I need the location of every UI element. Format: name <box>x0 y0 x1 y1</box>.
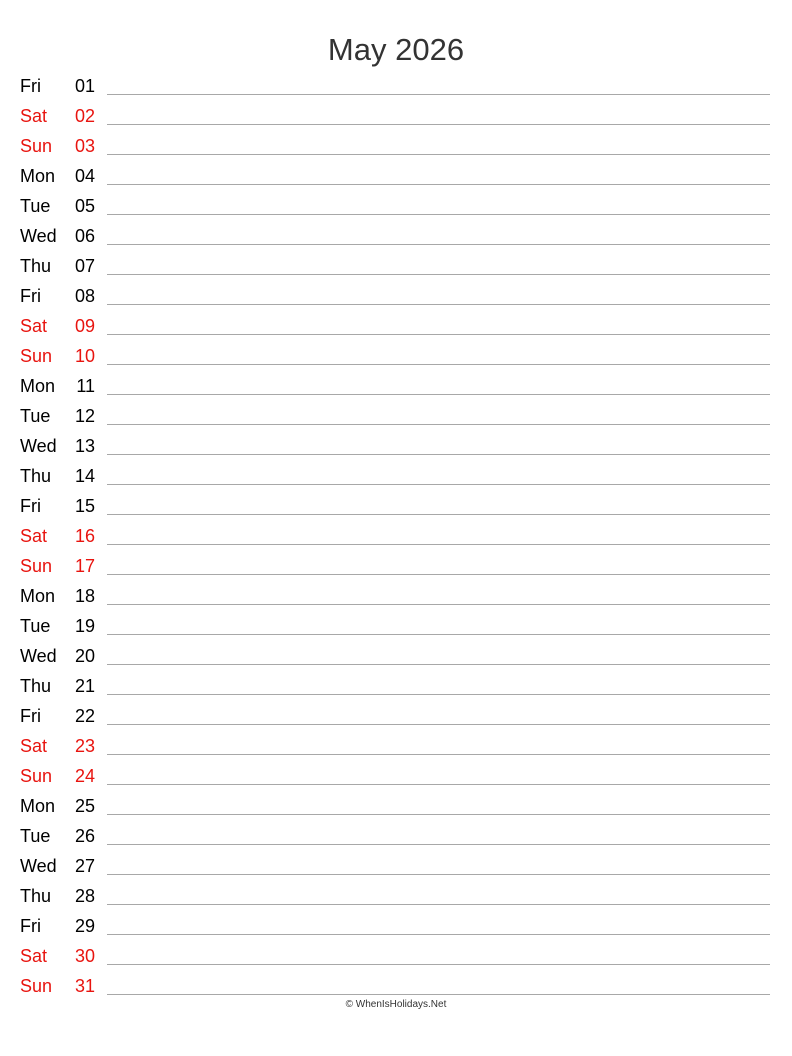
day-number-label: 20 <box>74 646 95 666</box>
day-number-label: 30 <box>74 946 95 966</box>
day-of-week-label: Tue <box>20 826 51 846</box>
day-row <box>0 760 792 790</box>
day-of-week-label: Wed <box>20 226 57 246</box>
day-of-week-label: Sat <box>20 106 48 126</box>
day-number-label: 11 <box>76 376 95 396</box>
day-row <box>0 820 792 850</box>
writing-line <box>107 214 770 215</box>
day-of-week-label: Thu <box>20 466 52 486</box>
writing-line <box>107 544 770 545</box>
day-number-label: 16 <box>74 526 95 546</box>
copyright-footer: © WhenIsHolidays.Net <box>345 999 447 1010</box>
writing-line <box>107 484 770 485</box>
day-row <box>0 70 792 100</box>
day-row <box>0 430 792 460</box>
writing-line <box>107 694 770 695</box>
writing-line <box>107 904 770 905</box>
day-row <box>0 160 792 190</box>
day-row <box>0 670 792 700</box>
day-row <box>0 790 792 820</box>
day-number-label: 22 <box>74 706 95 726</box>
day-of-week-label: Tue <box>20 406 51 426</box>
writing-line <box>107 124 770 125</box>
writing-line <box>107 754 770 755</box>
day-row <box>0 940 792 970</box>
day-row <box>0 850 792 880</box>
day-number-label: 07 <box>74 256 95 276</box>
day-number-label: 09 <box>74 316 95 336</box>
day-row <box>0 700 792 730</box>
day-of-week-label: Sun <box>20 346 53 366</box>
day-row <box>0 910 792 940</box>
day-number-label: 01 <box>74 76 95 96</box>
day-number-label: 08 <box>74 286 95 306</box>
writing-line <box>107 604 770 605</box>
day-row <box>0 490 792 520</box>
day-row <box>0 640 792 670</box>
day-number-label: 13 <box>74 436 95 456</box>
writing-line <box>107 724 770 725</box>
day-row <box>0 610 792 640</box>
day-row <box>0 460 792 490</box>
day-of-week-label: Thu <box>20 676 52 696</box>
day-row <box>0 190 792 220</box>
writing-line <box>107 634 770 635</box>
day-number-label: 19 <box>74 616 95 636</box>
day-of-week-label: Mon <box>20 166 56 186</box>
day-number-label: 10 <box>74 346 95 366</box>
day-list <box>0 70 792 1000</box>
day-number-label: 12 <box>74 406 95 426</box>
day-row <box>0 550 792 580</box>
day-number-label: 18 <box>74 586 95 606</box>
day-row <box>0 220 792 250</box>
day-row <box>0 730 792 760</box>
writing-line <box>107 454 770 455</box>
day-of-week-label: Mon <box>20 376 56 396</box>
writing-line <box>107 94 770 95</box>
writing-line <box>107 514 770 515</box>
day-number-label: 05 <box>74 196 95 216</box>
writing-line <box>107 784 770 785</box>
writing-line <box>107 874 770 875</box>
day-of-week-label: Sat <box>20 316 48 336</box>
writing-line <box>107 304 770 305</box>
writing-line <box>107 814 770 815</box>
day-of-week-label: Sat <box>20 946 48 966</box>
day-of-week-label: Thu <box>20 886 52 906</box>
day-number-label: 17 <box>74 556 95 576</box>
day-row <box>0 100 792 130</box>
writing-line <box>107 574 770 575</box>
day-of-week-label: Fri <box>20 916 41 936</box>
day-of-week-label: Wed <box>20 436 57 456</box>
day-of-week-label: Fri <box>20 76 41 96</box>
day-number-label: 21 <box>74 676 95 696</box>
day-row <box>0 880 792 910</box>
day-row <box>0 370 792 400</box>
day-of-week-label: Fri <box>20 706 41 726</box>
day-of-week-label: Sun <box>20 766 53 786</box>
day-of-week-label: Wed <box>20 646 57 666</box>
writing-line <box>107 844 770 845</box>
day-row <box>0 310 792 340</box>
day-number-label: 31 <box>74 976 95 996</box>
day-row <box>0 340 792 370</box>
writing-line <box>107 364 770 365</box>
day-of-week-label: Mon <box>20 796 56 816</box>
day-of-week-label: Sun <box>20 556 53 576</box>
writing-line <box>107 424 770 425</box>
day-number-label: 06 <box>74 226 95 246</box>
writing-line <box>107 154 770 155</box>
day-row <box>0 520 792 550</box>
writing-line <box>107 994 770 995</box>
writing-line <box>107 184 770 185</box>
day-number-label: 23 <box>74 736 95 756</box>
day-number-label: 15 <box>74 496 95 516</box>
writing-line <box>107 964 770 965</box>
day-of-week-label: Tue <box>20 196 51 216</box>
day-of-week-label: Fri <box>20 496 41 516</box>
day-number-label: 02 <box>74 106 95 126</box>
day-of-week-label: Tue <box>20 616 51 636</box>
writing-line <box>107 334 770 335</box>
day-row <box>0 580 792 610</box>
writing-line <box>107 244 770 245</box>
day-of-week-label: Sun <box>20 976 53 996</box>
day-number-label: 04 <box>74 166 95 186</box>
day-row <box>0 970 792 1000</box>
day-of-week-label: Thu <box>20 256 52 276</box>
writing-line <box>107 934 770 935</box>
page-title: May 2026 <box>327 32 465 67</box>
day-number-label: 28 <box>74 886 95 906</box>
day-number-label: 29 <box>74 916 95 936</box>
day-of-week-label: Mon <box>20 586 56 606</box>
day-of-week-label: Sun <box>20 136 53 156</box>
day-of-week-label: Fri <box>20 286 41 306</box>
writing-line <box>107 274 770 275</box>
day-number-label: 24 <box>74 766 95 786</box>
writing-line <box>107 394 770 395</box>
day-row <box>0 280 792 310</box>
day-of-week-label: Sat <box>20 736 48 756</box>
day-of-week-label: Sat <box>20 526 48 546</box>
day-number-label: 25 <box>74 796 95 816</box>
day-number-label: 14 <box>74 466 95 486</box>
writing-line <box>107 664 770 665</box>
day-row <box>0 250 792 280</box>
day-row <box>0 130 792 160</box>
day-of-week-label: Wed <box>20 856 57 876</box>
day-number-label: 27 <box>74 856 95 876</box>
day-row <box>0 400 792 430</box>
day-number-label: 03 <box>74 136 95 156</box>
day-number-label: 26 <box>74 826 95 846</box>
